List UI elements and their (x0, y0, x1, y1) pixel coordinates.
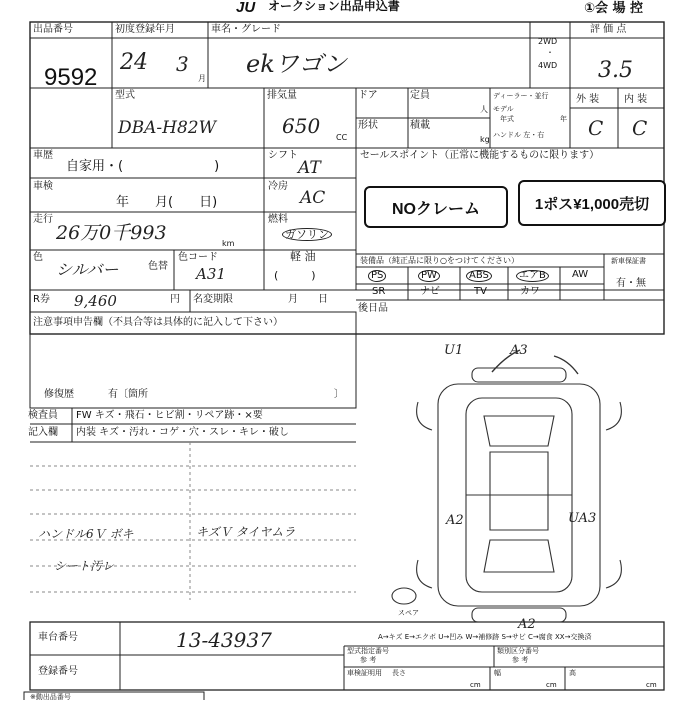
first-reg-suffix: 月 (198, 74, 206, 83)
handwritten-note-3: シート汚レ (54, 559, 115, 573)
mileage-value: 26万0千993 (56, 222, 167, 244)
lot-number: 9592 (44, 64, 98, 91)
exterior-label: 外 装 (576, 94, 600, 105)
equip-ps: PS (368, 270, 386, 282)
equip-sr: SR (372, 286, 386, 297)
lot-label: 出品番号 (33, 24, 73, 35)
model-label: 型式 (115, 90, 135, 101)
height-unit: cm (646, 681, 657, 689)
usage-label: 車歴 (33, 150, 53, 161)
entry-label: 記入欄 (28, 427, 58, 438)
sales-point-title: セールスポイント（正常に機能するものに限ります） (360, 150, 600, 161)
grade-label: 評 価 点 (590, 24, 627, 35)
type-designation-label: 型式指定番号 (347, 647, 389, 655)
model-year-label: モデル (493, 105, 514, 113)
fuel-gasoline: ガソリン (282, 228, 332, 241)
after-items-label: 後日品 (358, 303, 388, 314)
equip-pw: PW (418, 270, 440, 282)
cc-unit: CC (336, 133, 348, 142)
equip-aw: AW (572, 269, 589, 280)
recycle-label: R券 (33, 294, 50, 305)
handwritten-note-1: ハンドル6Ｖ ボキ (38, 527, 134, 541)
bottom-stub: ※動出品番号 (30, 693, 71, 701)
legend-exterior: FW キズ・飛石・ヒビ割・リペア跡・×要 (76, 410, 263, 421)
name-change-value: 月 日 (288, 294, 328, 305)
equip-tv: TV (474, 286, 487, 297)
ac-label: 冷房 (268, 181, 288, 192)
first-reg-label: 初度登録年月 (115, 24, 175, 35)
fuel-diesel: 軽 油 (290, 250, 316, 263)
width-label: 幅 (494, 669, 501, 677)
length-label: 長さ (392, 669, 406, 677)
color-code-value: A31 (196, 265, 226, 283)
ac-value: AC (300, 188, 326, 208)
equip-navi: ナビ (420, 286, 440, 297)
equip-leather: カワ (520, 286, 540, 297)
color-change-label: 色替 (148, 261, 168, 272)
notes-title: 注意事項申告欄（不具合等は具体的に記入して下さい） (33, 317, 283, 328)
damage-mark-a3: A3 (510, 343, 528, 358)
mileage-label: 走行 (33, 214, 53, 225)
venue-copy-label: ①会 場 控 (584, 1, 644, 16)
drive-4wd: 4WD (538, 61, 558, 70)
exterior-grade: C (588, 116, 604, 140)
logo: JU (236, 0, 256, 16)
car-diagram (392, 350, 621, 622)
damage-mark-a2-rear: A2 (518, 617, 536, 632)
shift-label: シフト (268, 150, 298, 161)
interior-grade: C (632, 116, 648, 140)
class-number-ref: 参 考 (512, 656, 529, 664)
recycle-unit: 円 (170, 294, 180, 305)
name-change-label: 名変期限 (193, 294, 233, 305)
form-title: オークション出品申込書 (268, 0, 400, 13)
model-year-sub: 年式 (500, 115, 514, 123)
height-label: 高 (569, 669, 576, 677)
shift-value: AT (298, 158, 321, 178)
load-label: 積載 (410, 120, 430, 131)
fuel-other: ( ) (274, 269, 316, 282)
drive-dot: ・ (546, 48, 554, 57)
door-label: ドア (358, 90, 378, 101)
first-reg-year: 24 (120, 50, 148, 75)
grade-value: 3.5 (598, 58, 633, 83)
chassis-label: 車台番号 (38, 632, 78, 643)
inspection-label: 車検 (33, 181, 53, 192)
capacity-label: 定員 (410, 90, 430, 101)
dealer-label: ディーラー・並行 (493, 92, 549, 100)
damage-mark-ua3: UA3 (568, 511, 597, 526)
handwritten-note-2: キズＶ タイヤムラ (196, 525, 296, 539)
damage-mark-u1: U1 (444, 343, 464, 358)
mileage-unit: km (222, 239, 235, 248)
equip-airbag: エアB (516, 270, 549, 282)
recycle-value: 9,460 (74, 292, 117, 310)
car-name-label: 車名・グレード (211, 24, 281, 35)
width-unit: cm (546, 681, 557, 689)
load-unit: kg (480, 135, 490, 144)
shape-label: 形状 (358, 120, 378, 131)
color-value: シルバー (56, 260, 119, 279)
color-label: 色 (33, 252, 43, 263)
color-code-label: 色コード (178, 252, 218, 263)
chassis-value: 13-43937 (176, 628, 272, 652)
damage-legend: A→キズ E→エクボ U→凹み W→補修跡 S→サビ C→腐食 XX→交換済 (378, 633, 592, 641)
no-claim-badge: NOクレーム (364, 186, 508, 228)
price-badge: 1ポス¥1,000売切 (518, 180, 666, 226)
warranty-label: 新車保証書 (611, 257, 646, 265)
drive-2wd: 2WD (538, 37, 558, 46)
model-value: DBA-H82W (118, 118, 217, 138)
displacement-label: 排気量 (267, 90, 297, 101)
fuel-label: 燃料 (268, 214, 288, 225)
registration-label: 登録番号 (38, 666, 78, 677)
repair-history-label: 修復歴 (44, 389, 74, 400)
interior-label: 内 装 (624, 94, 648, 105)
type-designation-ref: 参 考 (360, 656, 377, 664)
displacement-value: 650 (282, 114, 321, 138)
equipment-title: 装備品（純正品に限り○をつけてください） (360, 256, 519, 265)
warranty-value: 有・無 (616, 278, 646, 289)
spare-label: スペア (398, 609, 419, 617)
length-unit: cm (470, 681, 481, 689)
class-number-label: 類別区分番号 (497, 647, 539, 655)
cert-label: 車検証明用 (347, 669, 382, 677)
model-year-unit: 年 (560, 115, 567, 123)
car-name-value: ekワゴン (246, 50, 347, 78)
repair-history-close: 〕 (334, 389, 344, 400)
damage-mark-a2-left: A2 (446, 513, 464, 528)
inspector-label: 検査員 (28, 410, 58, 421)
repair-history-value: 有〔箇所 (108, 389, 148, 400)
inspection-value: 年 月( 日) (116, 195, 218, 210)
handle-label: ハンドル 左・右 (493, 131, 545, 139)
capacity-unit: 人 (480, 105, 488, 114)
usage-value: 自家用・( ) (66, 159, 220, 174)
legend-interior: 内装 キズ・汚れ・コゲ・穴・スレ・キレ・破し (76, 427, 289, 438)
first-reg-month: 3 (176, 52, 189, 76)
equip-abs: ABS (466, 270, 492, 282)
